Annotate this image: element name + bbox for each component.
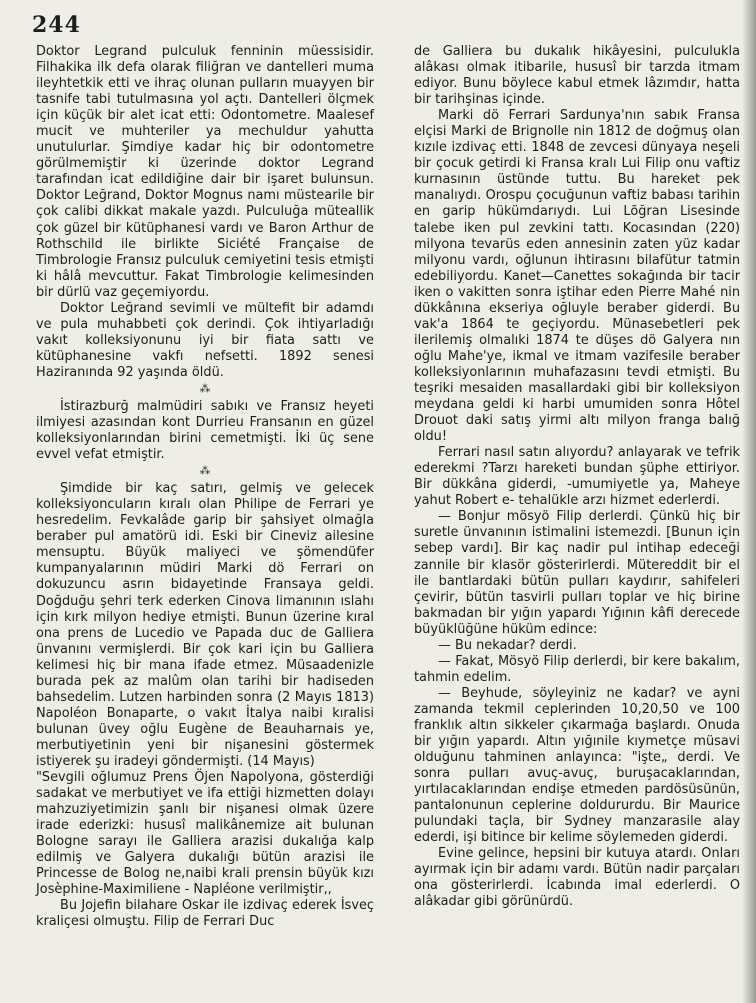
paragraph: Bu Jojefin bilahare Oskar ile izdivaç ederek İsveç kraliçesi olmuştu. Filip de Ferrari Duc — [36, 898, 374, 930]
dialog-line: — Fakat, Mösyö Filip derlerdi, bir kere bakalım, tahmin edelim. — [414, 653, 740, 685]
left-column — [36, 44, 374, 930]
page-number: 244 — [32, 12, 81, 38]
page-edge-shadow — [742, 0, 756, 1003]
paragraph: Ferrari nasıl satın alıyordu? anlayarak ve tefrik ederekmi ?Tarzı hareketi bundan şüphe ettiriyor. Bir dükkâna giderdi, -umumiyetle ya, Maheye yahut Robert e- tehalükle arzı hizmet ederlerdi. — [414, 445, 740, 509]
paragraph: de Galliera bu dukalık hikâyesini, pulculukla alâkası olmak itibarile, hususî bir tarzda itmam ediyor. Bunu böylece kabul etmek lâzımdır, hatta bir tarihşinas içinde. — [414, 44, 740, 108]
section-separator: ⁂ — [199, 464, 211, 478]
paragraph: "Sevgili oğlumuz Prens Öjen Napolyona, gösterdiği sadakat ve merbutiyet ve ifa ettiği hizmetten dolayı mahzuziyetimizin şanlı bir nişanesi olmak üzere irade ederizki: hususî malikânemize ait bulunan Bologne sarayı ile Galliera arazisi dukalığa kalp edilmiş ve Galyera dukalığı bütün arazisi ile Princesse de Bolog ne,naibi krali prensin büyük kızı Josèphine-Maximiliene - Napléone verilmiştir,, — [36, 770, 374, 898]
dialog-line: — Bu nekadar? derdi. — [438, 637, 577, 653]
dialog-line: — Beyhude, söyleyiniz ne kadar? ve ayni zamanda tekmil ceplerinden 10,20,50 ve 100 franklık altın sikkeler çıkarmağa başlardı. Onuda bir yığın yapardı. Altın yığınile kıymetçe müsavi olduğunu tahminen anlayınca: "işte„ derdi. Ve sonra pulları avuç-avuç, buruşacaklarından, yırtılacaklarından endişe etmeden pardösüsünün, pantalonunun ceplerine doldururdu. Bir Maurice pulundaki taçla, bir Sydney manzarasile alay ederdi, işi bitince bir kelime söylemeden giderdi. — [414, 685, 740, 846]
paragraph: İstirazburğ malmüdiri sabıkı ve Fransız heyeti ilmiyesi azasından kont Durrieu Fransanın en güzel kolleksiyonlarından birini cemetmişti. İki üç sene evvel vefat etmiştir. — [36, 398, 374, 463]
paragraph: Doktor Legrand pulculuk fenninin müessisidir. Filhakika ilk defa olarak filiğran ve dantelleri muma ileyhtetkik etti ve ihraç olunan pulların muayyen bir tasnife tabi tutulmasına yol açtı. Dantelleri ölçmek için küçük bir alet icat etti: Odontometre. Maalesef mucit ve muhteriler ya mechuldur yahutta unutulurlar. Şimdiye kadar hiç bir odontometre görülmemiştir ki üzerinde doktor Legrand tarafından icat edildiğine dair bir işaret bulunsun. Doktor Leğrand, Doktor Mognus namı müstearile bir çok calibi dikkat makale yazdı. Pulculuğa müteallik çok güzel bir kütüphanesi vardı ve Baron Arthur de Rothschild ile birlikte Siciété Française de Timbrologie Fransız pulculuk cemiyetini tesis etmişti ki hâlâ mevcuttur. Fakat Timbrologie kelimesinden bir dürlü vaz geçemiyordu. — [36, 44, 374, 300]
paragraph: Doktor Leğrand sevimli ve mültefit bir adamdı ve pula muhabbeti çok derindi. Çok ihtiyarladığı vakıt kolleksiyonunu iyi bir fiata sattı ve kütüphanesine vakfı nefsetti. 1892 senesi Haziranında 92 yaşında öldü. — [36, 300, 374, 380]
right-column — [414, 44, 740, 911]
paragraph: Şimdide bir kaç satırı, gelmiş ve gelecek kolleksiyoncuların kıralı olan Philipe de Ferrari ye hesredelim. Fevkalâde garip bir şahsiyet olmağla beraber pul amatörü idi. Eski bir Cineviz ailesine mensuptu. Büyük maliyeci ve şömendüfer kumpanyalarının müdiri Marki dö Ferrari on dokuzuncu asrın bidayetinde Fransaya geldi. Doğduğu şehri terk ederken Cinova limanının ıslahı için kırk milyon hediye etmişti. Bunun üzerine kıral ona prens de Lucedio ve Papada duc de Galliera ünvanını vermişlerdi. Bir çok kari için bu Galliera kelimesi hiç bir mana ifade etmez. Müsaadenizle burada pek az malûm olan tarihi bir hadiseden bahsedelim. Lutzen harbinden sonra (2 Mayıs 1813) Napoléon Bonaparte, o vakıt İtalya naibi kıralisi bulunan üvey oğlu Eugène de Beauharnais ye, merbutiyetinin yeni bir nişanesini göstermek istiyerek şu iradeyi göndermişti. (14 Mayıs) — [36, 481, 374, 769]
paragraph: Marki dö Ferrari Sardunya'nın sabık Fransa elçisi Marki de Brignolle nin 1812 de doğmuş olan kızıle izdivaç etti. 1848 de zevcesi dünyaya neşeli bir çocuk getirdi ki Fransa kralı Lui Filip onu vaftiz kurnasının üstünde tuttu. Bu hareket pek manalıydı. Orospu çocuğunun vaftiz babası tarihin en garip hükümdarıydı. Lui Lõğran Lisesinde talebe iken pul zevkini tattı. Kocasından (220) milyona tevarüs eden annesinin zaten yüz kadar milyonu vardı, oğlunun ihtirasını bilafütur tatmin edebiliyordu. Kanet—Canettes sokağında bir tacir iken o vakitten sonra iştihar eden Pierre Mahé nin dükkânına ekseriya oğluyle beraber giderdi. Bu vak'a 1864 te geçiyordu. Münasebetleri pek ilerilemiş olmalıki 1874 te düşes dö Galyera nın oğlu Mahe'ye, ikmal ve itmam vazifesile beraber kolleksiyonlarının muhafazasını tevdi etmişti. Bu teşriki mesaiden masallardaki gibi bir kolleksiyon meydana geldi ki harbi umumiden sonra Hôtel Drouot daki satış yirmi altı milyon franga balığ oldu! — [414, 108, 740, 445]
paragraph: Evine gelince, hepsini bir kutuya atardı. Onları ayırmak için bir adamı vardı. Bütün nadir parçaları ona gösterirlerdi. İcabında imal ederlerdi. O alâkadar gibi görünürdü. — [414, 846, 740, 910]
section-separator: ⁂ — [199, 381, 211, 395]
dialog-line: — Bonjur mösyö Filip derlerdi. Çünkü hiç bir suretle ünvanının istimalini istemezdi. [Bunun için sebep vardı]. Bir kaç nadir pul intihap edeceği zannile bir klasör gösterirlerdi. Mütereddit bir el ile bantlardaki bütün pulları kaydırır, sahifeleri çevirir, bütün tasvirli pulları toplar ve hiç birine bakmadan bir yığın yapardı Yığının kâfi derecede büyüklüğüne hüküm edince: — [414, 509, 740, 637]
